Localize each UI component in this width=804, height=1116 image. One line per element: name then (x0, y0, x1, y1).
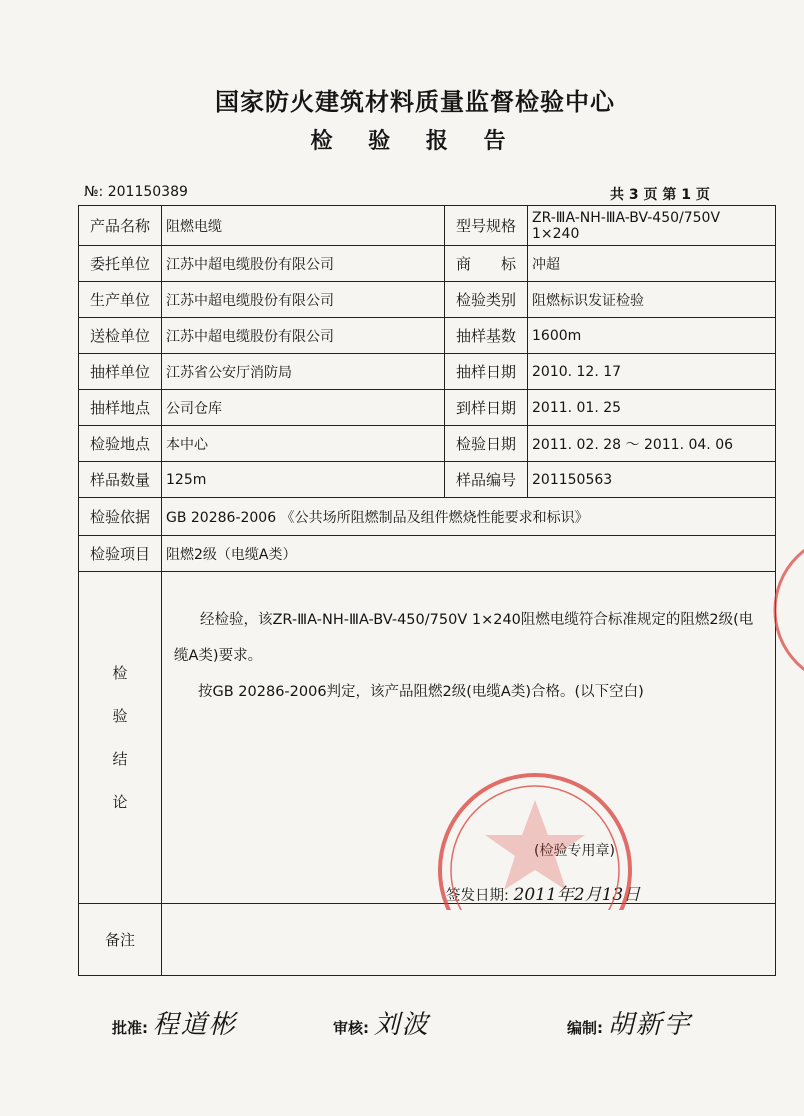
sampling-date-label: 抽样日期 (445, 354, 528, 390)
basis-value: GB 20286-2006 《公共场所阻燃制品及组件燃烧性能要求和标识》 (162, 498, 776, 536)
red-seal-stamp (420, 760, 650, 910)
inspection-date-value: 2011. 02. 28 ～ 2011. 04. 06 (528, 426, 776, 462)
manufacturer-value: 江苏中超电缆股份有限公司 (162, 282, 445, 318)
seal-note: (检验专用章) (534, 843, 615, 859)
quantity-value: 125m (162, 462, 445, 498)
model-label: 型号规格 (445, 206, 528, 246)
trademark-value: 冲超 (528, 246, 776, 282)
red-edge-stamp (760, 530, 804, 690)
items-label: 检验项目 (79, 536, 162, 572)
sample-no-value: 201150563 (528, 462, 776, 498)
inspection-place-label: 检验地点 (79, 426, 162, 462)
quantity-label: 样品数量 (79, 462, 162, 498)
arrival-date-value: 2011. 01. 25 (528, 390, 776, 426)
inspection-type-value: 阻燃标识发证检验 (528, 282, 776, 318)
remarks-value (162, 904, 776, 976)
sample-base-value: 1600m (528, 318, 776, 354)
model-value: ZR-ⅢA-NH-ⅢA-BV-450/750V 1×240 (528, 206, 776, 246)
approve-signature: 批准: 程道彬 (112, 1010, 237, 1040)
sampling-place-value: 公司仓库 (162, 390, 445, 426)
inspection-place-value: 本中心 (162, 426, 445, 462)
product-name-value: 阻燃电缆 (162, 206, 445, 246)
manufacturer-label: 生产单位 (79, 282, 162, 318)
conclusion-paragraph-1: 经检验，该ZR-ⅢA-NH-ⅢA-BV-450/750V 1×240阻燃电缆符合标准规定的阻燃2级(电缆A类)要求。 (174, 612, 754, 664)
submitter-value: 江苏中超电缆股份有限公司 (162, 318, 445, 354)
client-label: 委托单位 (79, 246, 162, 282)
trademark-label: 商 标 (445, 246, 528, 282)
sampling-unit-value: 江苏省公安厅消防局 (162, 354, 445, 390)
institution-title: 国家防火建筑材料质量监督检验中心 (215, 88, 615, 116)
basis-label: 检验依据 (79, 498, 162, 536)
review-signature: 审核: 刘波 (333, 1010, 430, 1040)
inspection-date-label: 检验日期 (445, 426, 528, 462)
arrival-date-label: 到样日期 (445, 390, 528, 426)
report-number: №: 201150389 (84, 184, 188, 200)
submitter-label: 送检单位 (79, 318, 162, 354)
page-info: 共 3 页 第 1 页 (610, 187, 710, 203)
report-title: 检 验 报 告 (310, 129, 520, 154)
sample-base-label: 抽样基数 (445, 318, 528, 354)
issue-date: 签发日期: 2011年2月13日 (446, 885, 641, 904)
prepare-signature: 编制: 胡新宇 (567, 1010, 692, 1040)
conclusion-label: 检 验 结 论 (79, 572, 162, 904)
sample-no-label: 样品编号 (445, 462, 528, 498)
remarks-label: 备注 (79, 904, 162, 976)
sampling-place-label: 抽样地点 (79, 390, 162, 426)
sampling-unit-label: 抽样单位 (79, 354, 162, 390)
inspection-type-label: 检验类别 (445, 282, 528, 318)
client-value: 江苏中超电缆股份有限公司 (162, 246, 445, 282)
sampling-date-value: 2010. 12. 17 (528, 354, 776, 390)
conclusion-paragraph-2: 按GB 20286-2006判定，该产品阻燃2级(电缆A类)合格。(以下空白) (198, 684, 644, 700)
product-name-label: 产品名称 (79, 206, 162, 246)
items-value: 阻燃2级（电缆A类） (162, 536, 776, 572)
